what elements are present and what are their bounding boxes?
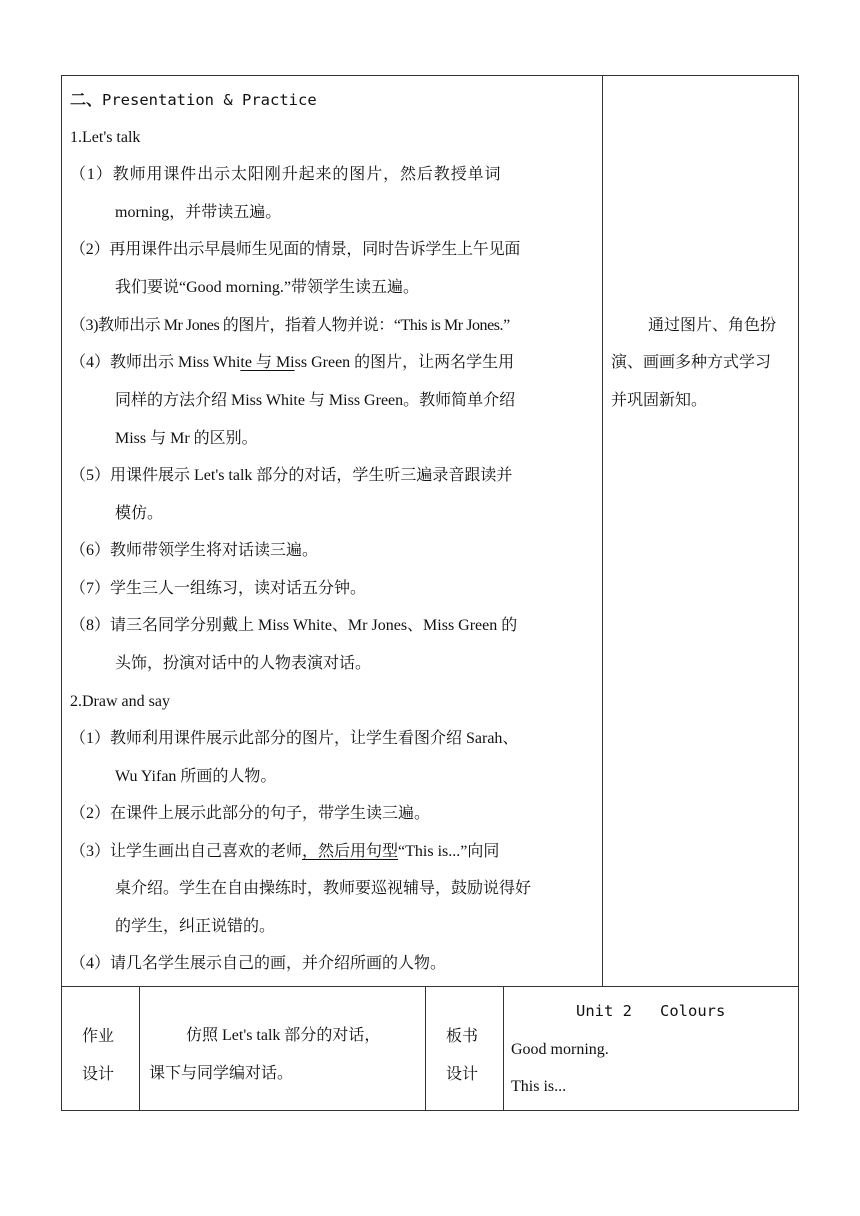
draw-step-3-line-1: [70, 842, 499, 862]
talk-step-4-line-3: Miss 与 Mr 的区别。: [115, 430, 258, 447]
talk-step-8-line-1: （8）请三名同学分别戴上 Miss White、Mr Jones、Miss Green 的: [70, 617, 518, 634]
draw-step-3-line-2: 桌介绍。学生在自由操练时，教师要巡视辅导，鼓励说得好: [115, 880, 532, 897]
column-divider-board-label: [503, 986, 504, 1111]
board-unit-title: Unit 2 Colours: [576, 1002, 726, 1020]
homework-label-line-1: 作业: [82, 1026, 115, 1045]
talk-step-1-line-1: （1）教师用课件出示太阳刚升起来的图片，然后教授单词: [70, 166, 502, 183]
talk-step-5-line-2: 模仿。: [115, 505, 164, 522]
draw-step-3-text-a: （3）让学生画出自己喜欢的老师: [70, 843, 303, 860]
draw-step-1-line-1: （1）教师利用课件展示此部分的图片，让学生看图介绍 Sarah、: [70, 730, 519, 747]
intent-line-2: 演、画画多种方式学习: [611, 354, 772, 371]
section-heading-prefix: 二、: [70, 90, 103, 109]
intent-line-1: 通过图片、角色扮: [648, 317, 777, 334]
row-divider: [61, 986, 799, 987]
board-label-line-2: 设计: [446, 1064, 479, 1083]
draw-step-3-underlined: ，然后用句型: [302, 843, 399, 860]
talk-step-6-line-1: （6）教师带领学生将对话读三遍。: [70, 542, 319, 559]
talk-step-4-text-a: （4）教师出示 Miss Whi: [70, 354, 241, 371]
homework-label-line-2: 设计: [82, 1064, 115, 1083]
talk-step-4-line-1: [70, 353, 514, 373]
section-heading-text: Presentation & Practice: [102, 91, 317, 109]
draw-step-4-line-1: （4）请几名学生展示自己的画，并介绍所画的人物。: [70, 955, 447, 972]
board-label-line-1: 板书: [446, 1026, 479, 1045]
talk-step-1-line-2: morning，并带读五遍。: [115, 204, 282, 221]
column-divider-main: [602, 75, 603, 987]
homework-content-line-2: 课下与同学编对话。: [149, 1065, 294, 1082]
column-divider-homework-content: [425, 986, 426, 1111]
talk-step-4-text-b: ss Green 的图片，让两名学生用: [294, 354, 515, 371]
talk-step-3-line-1: （3)教师出示 Mr Jones 的图片，指着人物并说：“This is Mr Jones.”: [70, 317, 510, 334]
draw-title: 2.Draw and say: [70, 693, 170, 710]
table-border-right: [798, 75, 799, 1111]
talk-step-5-line-1: （5）用课件展示 Let's talk 部分的对话，学生听三遍录音跟读并: [70, 467, 513, 484]
talk-step-8-line-2: 头饰，扮演对话中的人物表演对话。: [115, 655, 372, 672]
draw-step-3-line-3: 的学生，纠正说错的。: [115, 918, 276, 935]
draw-step-1-line-2: Wu Yifan 所画的人物。: [115, 768, 277, 785]
talk-step-2-line-2: 我们要说“Good morning.”带领学生读五遍。: [115, 279, 419, 296]
table-border-bottom: [61, 1110, 799, 1111]
homework-content-line-1: 仿照 Let's talk 部分的对话，: [186, 1027, 381, 1044]
table-border-left: [61, 75, 62, 1111]
talk-step-7-line-1: （7）学生三人一组练习，读对话五分钟。: [70, 580, 367, 597]
section-heading: [70, 90, 317, 111]
talk-step-4-line-2: 同样的方法介绍 Miss White 与 Miss Green。教师简单介绍: [115, 392, 516, 409]
column-divider-homework-label: [139, 986, 140, 1111]
talk-title: 1.Let's talk: [70, 129, 141, 146]
draw-step-2-line-1: （2）在课件上展示此部分的句子，带学生读三遍。: [70, 805, 431, 822]
talk-step-4-underlined: te 与 Mi: [240, 354, 295, 371]
board-line-2: This is...: [511, 1078, 567, 1095]
board-line-1: Good morning.: [511, 1041, 609, 1058]
intent-line-3: 并巩固新知。: [611, 392, 708, 409]
draw-step-3-text-b: “This is...”向同: [398, 843, 500, 860]
talk-step-2-line-1: （2）再用课件出示早晨师生见面的情景，同时告诉学生上午见面: [70, 241, 521, 258]
table-border-top: [61, 75, 799, 76]
